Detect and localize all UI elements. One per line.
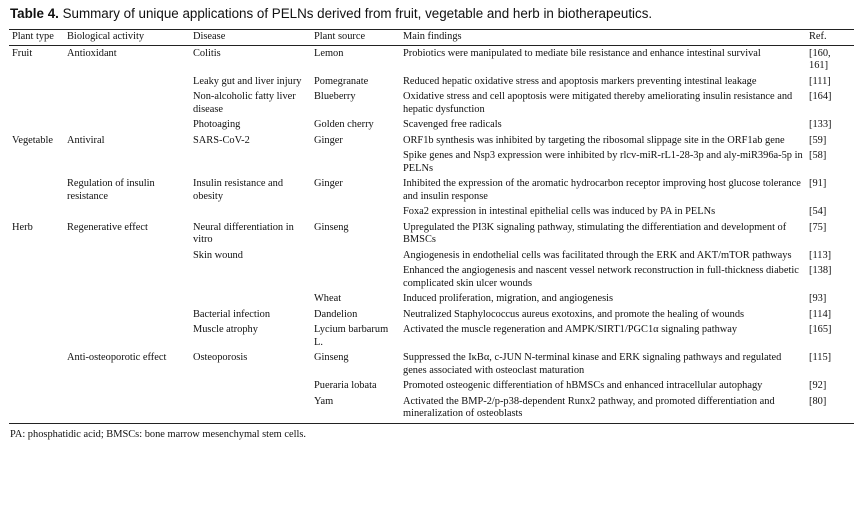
cell-ref: [133] — [809, 119, 832, 130]
table-row — [9, 221, 854, 249]
cell-ref: [111] — [809, 75, 831, 87]
table-footnote: PA: phosphatidic acid; BMSCs: bone marrow mesenchymal stem cells. — [10, 428, 307, 440]
table-row — [9, 292, 854, 308]
cell-disease — [190, 379, 311, 395]
table-label: Table 4. — [10, 6, 59, 21]
cell-ref: [54] — [809, 206, 827, 217]
cell-main-findings: Foxa2 expression in intestinal epithelial cells was induced by PA in PELNs — [403, 206, 716, 217]
cell-plant-type — [9, 351, 64, 379]
cell-disease: Non-alcoholic fatty liver disease — [193, 91, 296, 115]
cell-main-findings: Scavenged free radicals — [403, 119, 502, 130]
cell-ref: [160, 161] — [809, 47, 831, 71]
cell-ref: [115] — [809, 352, 832, 363]
cell-plant-type — [9, 205, 64, 221]
cell-biological-activity — [64, 264, 190, 292]
table-row — [9, 264, 854, 292]
cell-plant-type — [9, 149, 64, 177]
cell-main-findings: Activated the BMP-2/p-p38-dependent Runx2 pathway, and promoted differentiation and mineralization of osteoblasts — [403, 395, 775, 419]
cell-main-findings: Upregulated the PI3K signaling pathway, stimulating the differentiation and development of BMSCs — [403, 221, 787, 245]
cell-ref: [93] — [809, 293, 827, 304]
header-main-findings: Main findings — [403, 31, 462, 42]
cell-plant-source — [311, 149, 400, 177]
header-plant-source: Plant source — [314, 31, 366, 42]
cell-main-findings: Activated the muscle regeneration and AMPK/SIRT1/PGC1α signaling pathway — [403, 324, 738, 335]
cell-disease: Skin wound — [193, 249, 243, 261]
table-row — [9, 351, 854, 379]
cell-biological-activity: Regenerative effect — [67, 221, 148, 233]
cell-main-findings: Inhibited the expression of the aromatic hydrocarbon receptor improving host glucose tolerance and insulin response — [403, 178, 801, 202]
cell-plant-type — [9, 249, 64, 265]
cell-disease — [190, 205, 311, 221]
cell-biological-activity: Anti-osteoporotic effect — [67, 352, 167, 363]
cell-disease: Bacterial infection — [193, 308, 271, 320]
cell-plant-source: Lemon — [314, 47, 344, 59]
cell-plant-type — [9, 264, 64, 292]
cell-plant-type — [9, 395, 64, 423]
table-body — [9, 45, 854, 423]
bottom-rule — [9, 423, 854, 424]
cell-plant-source: Ginseng — [314, 221, 349, 233]
cell-disease — [190, 395, 311, 423]
cell-plant-type: Herb — [12, 221, 33, 233]
cell-plant-source: Wheat — [314, 293, 342, 304]
cell-main-findings: Oxidative stress and cell apoptosis were mitigated thereby ameliorating insulin resistance and hepatic dysfunction — [403, 91, 793, 115]
cell-plant-source — [311, 205, 400, 221]
cell-plant-type — [9, 118, 64, 134]
table-caption-text: Summary of unique applications of PELNs derived from fruit, vegetable and herb in biotherapeutics. — [62, 6, 653, 21]
cell-biological-activity — [64, 308, 190, 324]
cell-main-findings: Induced proliferation, migration, and angiogenesis — [403, 293, 614, 304]
table-container — [9, 4, 854, 440]
cell-plant-source: Pomegranate — [314, 75, 369, 87]
table-row — [9, 90, 854, 118]
cell-plant-type: Vegetable — [12, 134, 53, 146]
table-row — [9, 134, 854, 150]
table-row — [9, 118, 854, 134]
cell-disease: Neural differentiation in vitro — [193, 221, 294, 245]
cell-main-findings: Spike genes and Nsp3 expression were inhibited by rlcv-miR-rL1-28-3p and aly-miR396a-5p in PELNs — [403, 150, 803, 174]
cell-biological-activity: Regulation of insulin resistance — [67, 178, 155, 202]
cell-ref: [58] — [809, 150, 827, 161]
table-row — [9, 379, 854, 395]
cell-disease — [190, 292, 311, 308]
cell-biological-activity — [64, 118, 190, 134]
cell-plant-source: Blueberry — [314, 91, 356, 102]
cell-plant-source: Pueraria lobata — [314, 380, 377, 391]
cell-ref: [92] — [809, 380, 827, 391]
cell-biological-activity — [64, 292, 190, 308]
cell-plant-type — [9, 90, 64, 118]
cell-plant-type: Fruit — [12, 47, 33, 59]
cell-plant-source: Yam — [314, 395, 334, 407]
cell-plant-source — [311, 249, 400, 265]
cell-ref: [91] — [809, 178, 827, 189]
cell-main-findings: Neutralized Staphylococcus aureus exotoxins, and promote the healing of wounds — [403, 308, 745, 320]
cell-plant-type — [9, 75, 64, 91]
summary-table — [9, 30, 854, 423]
cell-plant-source: Dandelion — [314, 308, 358, 320]
cell-main-findings: ORF1b synthesis was inhibited by targeting the ribosomal slippage site in the ORF1ab gene — [403, 134, 785, 146]
cell-ref: [114] — [809, 308, 832, 320]
cell-ref: [59] — [809, 134, 827, 146]
header-plant-type: Plant type — [12, 31, 54, 42]
table-row — [9, 45, 854, 75]
cell-disease — [190, 149, 311, 177]
cell-plant-source: Ginseng — [314, 352, 349, 363]
table-row — [9, 249, 854, 265]
cell-main-findings: Probiotics were manipulated to mediate bile resistance and enhance intestinal survival — [403, 47, 761, 59]
cell-ref: [113] — [809, 249, 832, 261]
cell-ref: [75] — [809, 221, 827, 233]
cell-plant-type — [9, 379, 64, 395]
cell-biological-activity — [64, 379, 190, 395]
table-row — [9, 395, 854, 423]
cell-disease: Osteoporosis — [193, 352, 248, 363]
cell-disease — [190, 264, 311, 292]
cell-biological-activity: Antioxidant — [67, 47, 117, 59]
table-caption — [10, 4, 854, 23]
cell-main-findings: Suppressed the IκBα, c-JUN N-terminal kinase and ERK signaling pathways and regulated genes associated with osteoclast maturation — [403, 352, 782, 376]
cell-plant-type — [9, 323, 64, 351]
table-row — [9, 75, 854, 91]
table-row — [9, 308, 854, 324]
cell-disease: Leaky gut and liver injury — [193, 75, 302, 87]
cell-biological-activity — [64, 90, 190, 118]
header-biological-activity: Biological activity — [67, 31, 145, 42]
cell-ref: [164] — [809, 91, 832, 102]
cell-plant-source: Ginger — [314, 134, 343, 146]
table-row — [9, 149, 854, 177]
header-ref: Ref. — [809, 31, 827, 42]
cell-plant-type — [9, 177, 64, 205]
cell-main-findings: Reduced hepatic oxidative stress and apoptosis markers preventing intestinal leakage — [403, 75, 757, 87]
cell-ref: [138] — [809, 265, 832, 276]
cell-biological-activity: Antiviral — [67, 134, 105, 146]
cell-main-findings: Enhanced the angiogenesis and nascent vessel network reconstruction in full-thickness diabetic complicated skin ulcer wounds — [403, 265, 799, 289]
cell-biological-activity — [64, 205, 190, 221]
cell-plant-source: Golden cherry — [314, 119, 374, 130]
cell-ref: [80] — [809, 395, 827, 407]
header-disease: Disease — [193, 31, 226, 42]
cell-plant-type — [9, 292, 64, 308]
table-row — [9, 177, 854, 205]
header-row — [9, 30, 854, 45]
cell-biological-activity — [64, 249, 190, 265]
cell-disease: Muscle atrophy — [193, 324, 258, 335]
cell-disease: SARS-CoV-2 — [193, 134, 250, 146]
cell-disease: Colitis — [193, 47, 221, 59]
cell-disease: Insulin resistance and obesity — [193, 178, 284, 202]
cell-plant-source: Ginger — [314, 178, 343, 189]
cell-main-findings: Angiogenesis in endothelial cells was facilitated through the ERK and AKT/mTOR pathways — [403, 249, 792, 261]
cell-main-findings: Promoted osteogenic differentiation of hBMSCs and enhanced intracellular autophagy — [403, 380, 763, 391]
cell-biological-activity — [64, 75, 190, 91]
cell-disease: Photoaging — [193, 119, 241, 130]
cell-ref: [165] — [809, 324, 832, 335]
cell-plant-source: Lycium barbarum L. — [314, 324, 389, 348]
table-row — [9, 323, 854, 351]
table-row — [9, 205, 854, 221]
cell-plant-source — [311, 264, 400, 292]
cell-biological-activity — [64, 395, 190, 423]
cell-biological-activity — [64, 149, 190, 177]
cell-plant-type — [9, 308, 64, 324]
cell-biological-activity — [64, 323, 190, 351]
